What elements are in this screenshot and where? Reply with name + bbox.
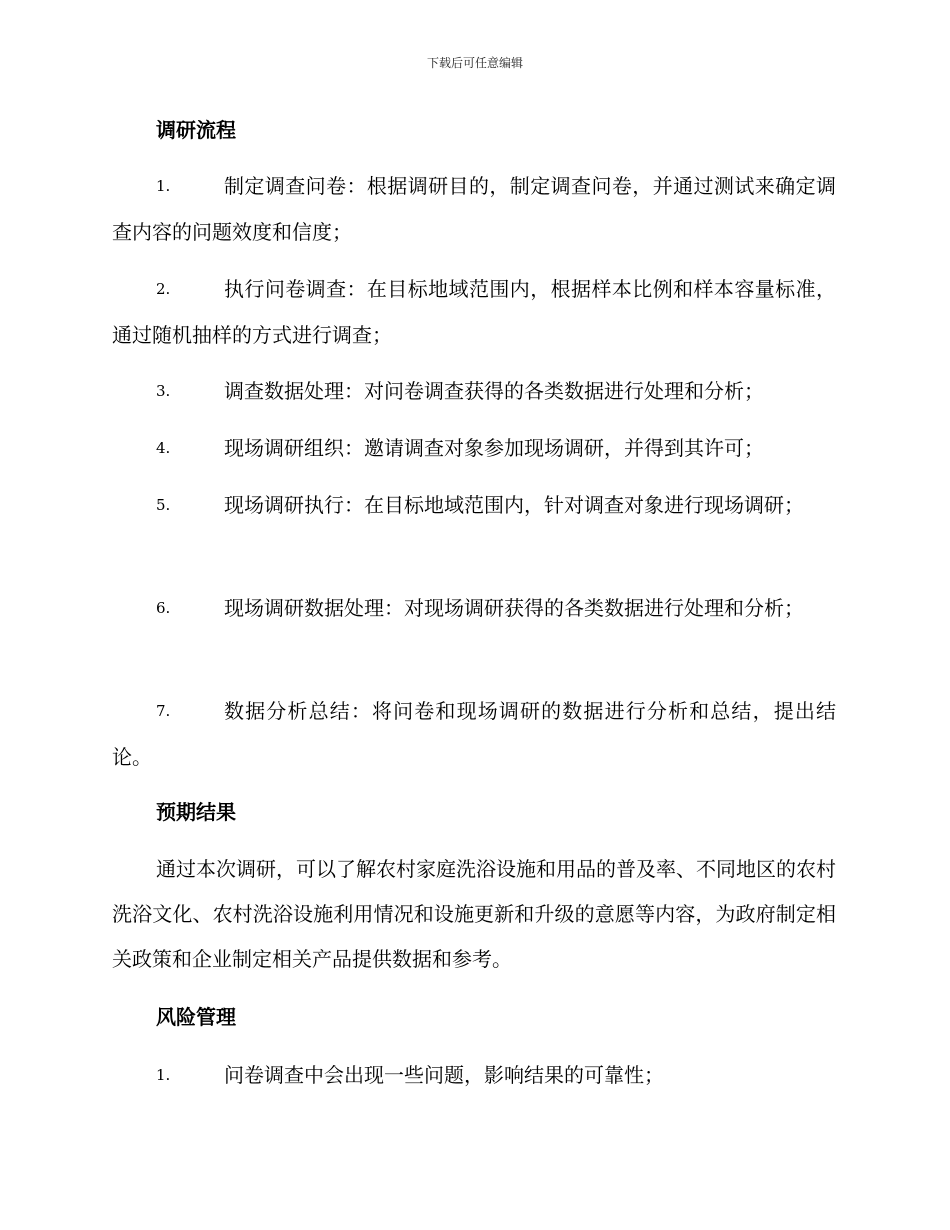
- list-item-text: 问卷调查中会出现一些问题，影响结果的可靠性；: [224, 1063, 664, 1087]
- list-item-text: 执行问卷调查：在目标地域范围内，根据样本比例和样本容量标准，通过随机抽样的方式进行调查；: [112, 277, 836, 347]
- list-item-number: 2.: [156, 280, 171, 298]
- list-item: [112, 425, 836, 471]
- section-heading-risk: 风险管理: [156, 1005, 236, 1029]
- header-note: 下载后可任意编辑: [426, 56, 523, 70]
- list-item: [112, 585, 836, 631]
- list-item-number: 6.: [156, 599, 171, 617]
- list-item: [112, 163, 836, 255]
- list-item-number: 5.: [156, 496, 171, 514]
- list-item-number: 4.: [156, 439, 171, 457]
- section-heading-results: 预期结果: [156, 800, 236, 824]
- list-item-text: 调查数据处理：对问卷调查获得的各类数据进行处理和分析；: [224, 379, 764, 403]
- section-heading-process: 调研流程: [156, 118, 236, 142]
- list-item: [112, 1052, 836, 1098]
- list-item: [112, 688, 836, 780]
- results-paragraph: 通过本次调研，可以了解农村家庭洗浴设施和用品的普及率、不同地区的农村洗浴文化、农村洗浴设施利用情况和设施更新和升级的意愿等内容，为政府制定相关政策和企业制定相关产品提供数据和参考。: [112, 857, 836, 971]
- list-item-text: 现场调研数据处理：对现场调研获得的各类数据进行处理和分析；: [224, 596, 804, 620]
- list-item: [112, 482, 836, 528]
- list-item-text: 数据分析总结：将问卷和现场调研的数据进行分析和总结，提出结论。: [112, 699, 836, 769]
- list-item-text: 制定调查问卷：根据调研目的，制定调查问卷，并通过测试来确定调查内容的问题效度和信度；: [112, 174, 836, 244]
- list-item-number: 3.: [156, 382, 171, 400]
- list-item-text: 现场调研组织：邀请调查对象参加现场调研，并得到其许可；: [224, 436, 764, 460]
- list-item-text: 现场调研执行：在目标地域范围内，针对调查对象进行现场调研；: [224, 493, 804, 517]
- list-item: [112, 368, 836, 414]
- list-item-number: 7.: [156, 702, 171, 720]
- list-item-number: 1.: [156, 1066, 171, 1084]
- list-item: [112, 266, 836, 358]
- list-item-number: 1.: [156, 177, 171, 195]
